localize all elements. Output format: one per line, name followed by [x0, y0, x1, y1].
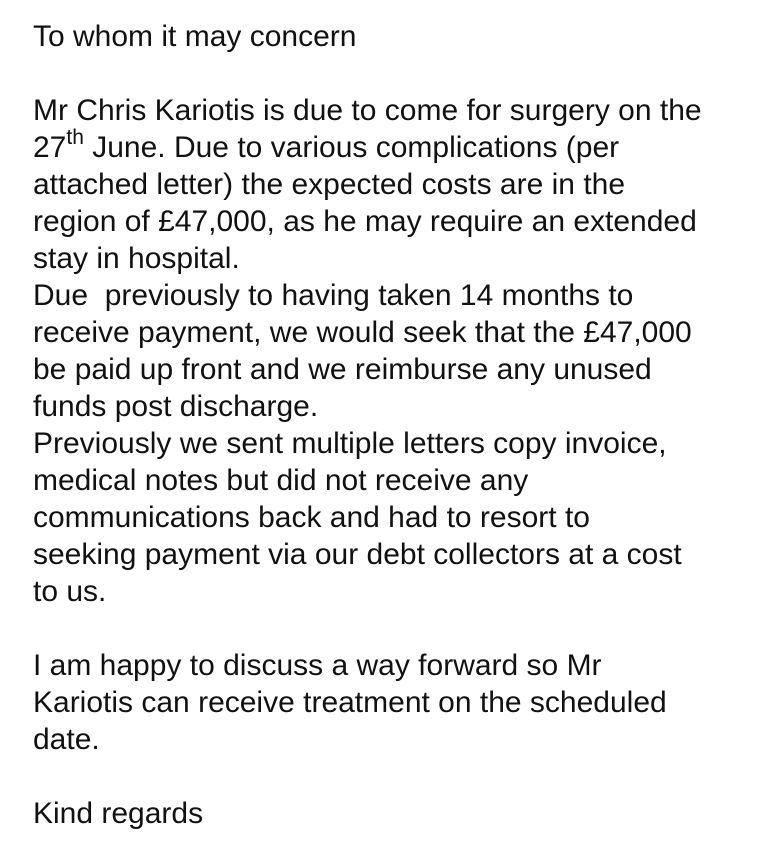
paragraph-line: communications back and had to resort to	[33, 501, 590, 534]
paragraph-line: attached letter) the expected costs are in the	[33, 168, 626, 201]
paragraph-line: I am happy to discuss a way forward so Mr	[33, 649, 602, 682]
paragraph-line: Previously we sent multiple letters copy invoice,	[33, 427, 667, 460]
paragraph-line: stay in hospital.	[33, 242, 240, 275]
paragraph-line-date	[33, 126, 743, 166]
paragraph-line: receive payment, we would seek that the £47,000	[33, 316, 692, 349]
date-month-text: June. Due to various complications (per	[83, 131, 620, 164]
paragraph-line: Kariotis can receive treatment on the scheduled	[33, 686, 667, 719]
paragraph-line: Due previously to having taken 14 months to	[33, 279, 634, 312]
paragraph-way-forward	[33, 647, 743, 758]
paragraph-line: seeking payment via our debt collectors at a cost	[33, 538, 682, 571]
date-day: 27	[33, 131, 67, 164]
paragraph-line: Mr Chris Kariotis is due to come for surgery on the	[33, 94, 702, 127]
paragraph-line: region of £47,000, as he may require an extended	[33, 205, 697, 238]
blank-line	[33, 610, 743, 647]
paragraph-line: medical notes but did not receive any	[33, 464, 529, 497]
paragraph-line: funds post discharge.	[33, 390, 319, 423]
paragraph-line: be paid up front and we reimburse any unused	[33, 353, 652, 386]
paragraph-line: date.	[33, 723, 100, 756]
paragraph-surgery-costs	[33, 92, 743, 610]
blank-line	[33, 55, 743, 92]
blank-line	[33, 758, 743, 795]
closing: Kind regards	[33, 797, 204, 830]
salutation: To whom it may concern	[33, 20, 357, 53]
date-ordinal-suffix: th	[66, 126, 84, 149]
paragraph-line: to us.	[33, 575, 107, 608]
letter-body	[33, 18, 743, 832]
